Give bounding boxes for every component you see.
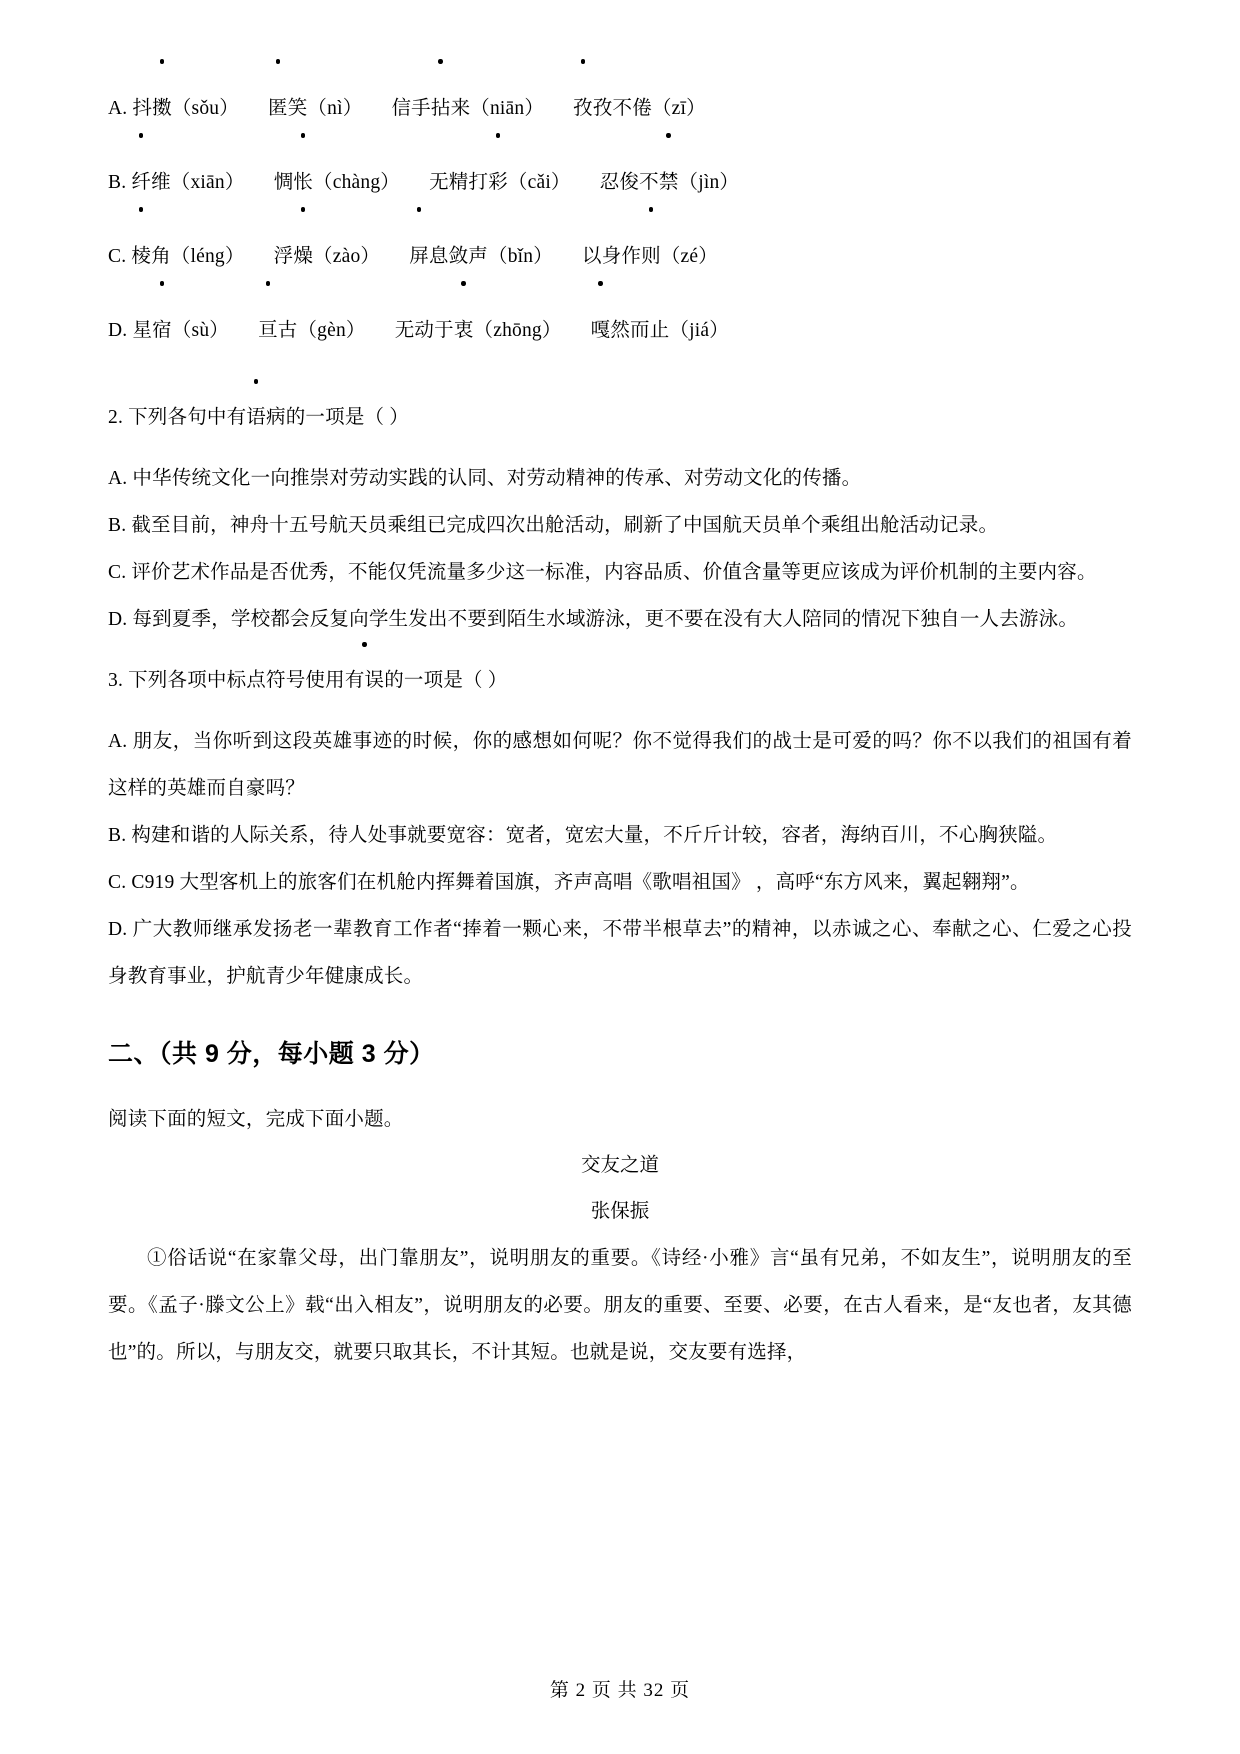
group-pre: 忍俊不 [599, 172, 659, 193]
emphasis-char: 则 [641, 220, 661, 294]
pinyin: （sǒu） [171, 98, 239, 119]
pinyin: （léng） [170, 246, 245, 267]
question1-option-d[interactable] [108, 294, 1132, 368]
emphasis-char: 宿 [152, 294, 172, 368]
option-group [258, 320, 366, 341]
option-group [274, 172, 400, 193]
group-post: 笑 [287, 98, 308, 119]
group-post: 息敛声 [428, 246, 488, 267]
option-group [600, 172, 739, 193]
emphasis-char: 禁 [659, 146, 679, 220]
emphasis-char: 拈 [431, 72, 451, 146]
option-letter: B. [108, 172, 127, 193]
option-group [132, 320, 229, 341]
article-title: 交友之道 [580, 1155, 659, 1176]
option-letter: D. [108, 320, 128, 341]
pinyin: （jìn） [678, 172, 740, 193]
option-group [395, 320, 562, 341]
pinyin: （chàng） [313, 172, 401, 193]
emphasis-char: 孜 [573, 72, 593, 146]
question2-option-c[interactable]: C. 评价艺术作品是否优秀，不能仅凭流量多少这一标准，内容品质、价值含量等更应该成为评价机制的主要内容。 [108, 562, 1097, 583]
question3-option-a[interactable]: A. 朋友，当你听到这段英雄事迹的时候，你的感想如何呢？你不觉得我们的战士是可爱的吗？你不以我们的祖国有着这样的英雄而自豪吗？ [108, 731, 1132, 799]
emphasis-char: 嘎 [591, 294, 611, 368]
question1-options [108, 72, 1132, 368]
option-group [429, 172, 571, 193]
pinyin: （zào） [313, 246, 381, 267]
emphasis-char: 纤 [131, 146, 151, 220]
section-2-instruction: 阅读下面的短文，完成下面小题。 [108, 1109, 404, 1130]
option-group [131, 172, 244, 193]
stem-post: 的一项是（ ） [384, 670, 508, 691]
pinyin: （zé） [660, 246, 718, 267]
pinyin: （gèn） [297, 320, 366, 341]
emphasis-char: 怅 [293, 146, 313, 220]
emphasis-phrase: 有语病 [227, 394, 286, 441]
pinyin: （nì） [307, 98, 363, 119]
question1-option-b[interactable] [108, 146, 1132, 220]
option-group [274, 246, 380, 267]
group-pre: 无动于 [394, 320, 454, 341]
emphasis-char: 屏 [409, 220, 429, 294]
question2-option-d[interactable]: D. 每到夏季，学校都会反复向学生发出不要到陌生水域游泳，更不要在没有大人陪同的情况下独自一人去游泳。 [108, 609, 1079, 630]
page-footer: 第 2 页 共 32 页 [549, 1680, 691, 1701]
emphasis-char: 衷 [454, 294, 474, 368]
question3-option-c[interactable]: C. C919 大型客机上的旅客们在机舱内挥舞着国旗，齐声高唱《歌唱祖国》 ，高呼“东方风来，翼起翱翔”。 [108, 872, 1030, 893]
emphasis-char: 彩 [488, 146, 508, 220]
group-post: 古 [277, 320, 298, 341]
question2-option-b[interactable]: B. 截至目前，神舟十五号航天员乘组已完成四次出舱活动，刷新了中国航天员单个乘组出舱活动记录。 [108, 515, 999, 536]
option-letter: A. [108, 98, 128, 119]
group-pre: 惆 [273, 172, 294, 193]
emphasis-char: 棱 [131, 220, 151, 294]
group-post: 来 [450, 98, 471, 119]
emphasis-phrase: 有误 [345, 657, 384, 704]
group-post: 维 [151, 172, 171, 193]
pinyin: （zī） [651, 98, 706, 119]
pinyin: （jiá） [669, 320, 729, 341]
option-group [391, 98, 544, 119]
section-2-heading: 二、（共 9 分，每小题 3 分） [108, 1040, 435, 1068]
emphasis-char: 擞 [152, 72, 172, 146]
option-group [582, 246, 718, 267]
pinyin: （cǎi） [507, 172, 571, 193]
question2-option-a[interactable]: A. 中华传统文化一向推崇对劳动实践的认同、对劳动精神的传承、对劳动文化的传播。 [108, 468, 862, 489]
option-group [131, 246, 244, 267]
pinyin: （bǐn） [488, 246, 553, 267]
option-group [409, 246, 553, 267]
option-group [268, 98, 362, 119]
group-pre: 以身作 [582, 246, 642, 267]
pinyin: （niān） [470, 98, 545, 119]
question2-stem [108, 394, 1132, 441]
question1-option-a[interactable] [108, 72, 1132, 146]
group-pre: 信手 [391, 98, 431, 119]
group-post: 孜不倦 [592, 98, 652, 119]
option-letter: C. [108, 246, 127, 267]
option-group [591, 320, 729, 341]
group-pre: 无精打 [429, 172, 489, 193]
emphasis-char: 匿 [268, 72, 288, 146]
stem-pre: 2. 下列各句中 [108, 407, 227, 428]
group-pre: 抖 [132, 98, 153, 119]
stem-post: 的一项是（ ） [285, 407, 409, 428]
pinyin: （zhōng） [473, 320, 562, 341]
emphasis-char: 亘 [258, 294, 278, 368]
article-author: 张保振 [590, 1201, 650, 1222]
article-paragraph-1: ①俗话说“在家靠父母，出门靠朋友”，说明朋友的重要。《诗经·小雅》言“虽有兄弟，不如友生”，说明朋友的至要。《孟子·滕文公上》载“出入相友”，说明朋友的必要。朋友的重要、至要、必要，在古人看来，是“友也者，友其德也”的。所以，与朋友交，就要只取其长，不计其短。也就是说，交友要有选择， [108, 1248, 1132, 1363]
question3-option-b[interactable]: B. 构建和谐的人际关系，待人处事就要宽容：宽者，宽宏大量，不斤斤计较，容者，海纳百川，不心胸狭隘。 [108, 825, 1058, 846]
option-group [573, 98, 706, 119]
stem-pre: 3. 下列各项中标点符号使用 [108, 670, 345, 691]
group-post: 然而止 [610, 320, 670, 341]
group-pre: 星 [132, 320, 153, 341]
pinyin: （xiān） [170, 172, 245, 193]
question3-option-d[interactable]: D. 广大教师继承发扬老一辈教育工作者“捧着一颗心来，不带半根草去”的精神，以赤诚之心、奉献之心、仁爱之心投身教育事业，护航青少年健康成长。 [108, 919, 1132, 987]
emphasis-char: 燥 [293, 220, 313, 294]
option-group [132, 98, 239, 119]
pinyin: （sù） [171, 320, 229, 341]
question3-stem [108, 657, 1132, 704]
question1-option-c[interactable] [108, 220, 1132, 294]
group-pre: 浮 [273, 246, 294, 267]
group-post: 角 [151, 246, 171, 267]
